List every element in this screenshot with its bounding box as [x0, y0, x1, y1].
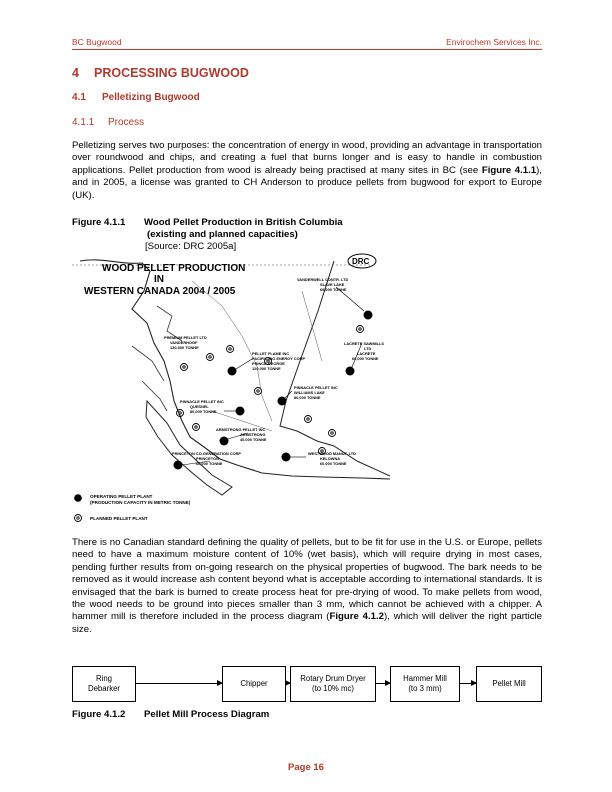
label-princeton-3: 60,000 TONNE — [196, 461, 223, 466]
label-pinnacle-q-1: PINNACLE PELLET INC — [180, 399, 224, 404]
label-premium-3: 130,000 TONNE — [170, 345, 199, 350]
flow-step-line: (to 3 mm) — [408, 684, 442, 693]
figure-subtitle: (existing and planned capacities) — [147, 229, 298, 240]
plant-operating — [236, 407, 245, 416]
label-lacrete-2: LTD — [364, 346, 372, 351]
plant-operating — [174, 461, 183, 470]
flow-step-line: Debarker — [87, 684, 121, 693]
planned-plants — [177, 326, 364, 455]
section-heading — [72, 66, 249, 80]
flow-step-chipper — [222, 666, 286, 702]
process-flow-diagram — [72, 664, 542, 704]
flow-step-line: Hammer Mill — [403, 673, 447, 683]
label-premium-1: PREMIUM PELLET LTD — [164, 335, 207, 340]
header-left: BC Bugwood — [72, 37, 122, 47]
figure-reference: Figure 4.1.1 — [481, 164, 537, 176]
page-label: Page — [288, 762, 311, 773]
flow-step-line: Pellet Mill — [492, 678, 526, 688]
label-lacrete-1: LACRETE SAWMILLS — [344, 341, 384, 346]
legend-operating-symbol — [74, 494, 82, 502]
subsection-heading — [72, 92, 200, 103]
label-vanderwell-2: SLAVE LAKE — [320, 282, 345, 287]
label-armstrong-2: ARMSTRONG — [240, 432, 266, 437]
flow-arrow — [136, 683, 222, 684]
legend-planned: PLANNED PELLET PLANT — [90, 516, 148, 521]
flow-step-rotary-drum-dryer — [290, 666, 376, 702]
flow-step-line: Chipper — [240, 678, 268, 688]
plant-operating — [364, 311, 373, 320]
flow-step-line: Ring — [95, 673, 113, 683]
label-leaders — [182, 287, 364, 465]
label-armstrong-3: 40,000 TONNE — [240, 437, 267, 442]
label-pinnacle-q-2: QUESNEL — [190, 404, 209, 409]
label-pelletflame-2: PACIFIC BIO ENERGY CORP — [252, 356, 306, 361]
paragraph-text: There is no Canadian standard defining the quality of pellets, but to be fit for use in the U.S. or Europe, pellets need to have a maximum moisture content of 10% (wet basis), which will require drying in most cases, pending further results from on-going research on the physical properties of bugwood. The bark needs to be removed as it would increase ash content beyond what is acceptable according to international standards. It is envisaged that the bark is burned to create process heat for pre-drying of wood. To make pellets from wood, the wood needs to be ground into pieces smaller than 3 mm, which cannot be achieved with a chipper. A hammer mill is therefore included in the process diagram ( — [72, 537, 542, 623]
flow-arrow — [460, 683, 476, 684]
label-westwood-1: WESTWOOD MANUF. LTD — [308, 451, 356, 456]
label-pelletflame-3: PRINCE GEORGE — [252, 361, 285, 366]
drc-logo-text: DRC — [352, 257, 370, 266]
figure-source: [Source: DRC 2005a] — [145, 241, 237, 252]
map-title-3: WESTERN CANADA 2004 / 2005 — [84, 286, 236, 297]
label-westwood-2: KELOWNA — [320, 456, 341, 461]
figure-caption — [72, 709, 269, 720]
label-westwood-3: 60,000 TONNE — [320, 461, 347, 466]
paragraph-pelletizing — [72, 140, 542, 202]
label-lacrete-4: 60,000 TONNE — [352, 356, 379, 361]
map-title-1: WOOD PELLET PRODUCTION — [102, 263, 246, 274]
figure-title: Pellet Mill Process Diagram — [144, 709, 270, 720]
pellet-production-map — [72, 251, 392, 526]
flow-step-line: Rotary Drum Dryer — [300, 673, 366, 683]
legend-planned-symbol — [75, 515, 82, 522]
drc-logo — [348, 254, 376, 268]
flow-arrow — [376, 683, 390, 684]
label-pinnacle-w-2: WILLIAMS LAKE — [294, 390, 325, 395]
plant-operating — [282, 453, 291, 462]
subsubsection-number: 4.1.1 — [72, 117, 95, 128]
flow-step-line: (to 10% mc) — [311, 684, 354, 693]
provincial-border — [280, 261, 390, 476]
plant-operating — [346, 367, 355, 376]
flow-step-pellet-mill — [476, 666, 542, 702]
subsection-number: 4.1 — [72, 92, 86, 103]
label-princeton-1: PRINCETON CO-GENERATION CORP — [172, 451, 242, 456]
legend-operating-2: (PRODUCTION CAPACITY IN METRIC TONNE) — [90, 500, 191, 505]
label-princeton-2: PRINCETON — [196, 456, 219, 461]
section-title: PROCESSING BUGWOOD — [94, 66, 249, 80]
label-vanderwell-1: VANDERWELL CONTR. LTD — [297, 277, 349, 282]
label-pinnacle-w-3: 80,000 TONNE — [294, 395, 321, 400]
paragraph-standards — [72, 537, 542, 636]
page-header — [72, 36, 542, 50]
page-footer — [0, 762, 612, 773]
header-right: Envirochem Services Inc. — [446, 37, 542, 47]
figure-title: Wood Pellet Production in British Columbia — [144, 217, 343, 228]
coastline-islands — [146, 401, 232, 495]
label-pelletflame-1: PELLET FLAME INC — [252, 351, 290, 356]
figure-caption — [72, 217, 343, 228]
label-armstrong-1: ARMSTRONG PELLET INC — [216, 427, 266, 432]
figure-reference: Figure 4.1.2 — [329, 611, 384, 623]
label-pelletflame-4: 120,000 TONNE — [252, 366, 281, 371]
map-title-2: IN — [154, 274, 164, 285]
paragraph-text: ), and in 2005, a license was granted to CH Anderson to produce pellets from bugwood for export to Europe (UK). — [72, 164, 542, 201]
flow-step-ring-debarker — [72, 666, 136, 702]
paragraph-text: Pelletizing serves two purposes: the concentration of energy in wood, providing an advantage in transportation over roundwood and chips, and creating a fuel that burns longer and is easy to handle in combustion applications. Pellet production from wood is already being practised at many sites in BC (see — [72, 140, 542, 176]
subsection-title: Pelletizing Bugwood — [102, 92, 200, 103]
subsubsection-heading — [72, 117, 144, 128]
figure-number: Figure 4.1.1 — [72, 217, 126, 228]
figure-number: Figure 4.1.2 — [72, 709, 126, 720]
plant-operating — [228, 367, 237, 376]
coast-detail — [132, 306, 182, 411]
plant-operating — [220, 437, 229, 446]
label-vanderwell-3: 60,000 TONNE — [320, 287, 347, 292]
label-pinnacle-q-3: 80,000 TONNE — [190, 409, 217, 414]
label-premium-2: VANDERHOOF — [170, 340, 198, 345]
page-number: 16 — [313, 762, 324, 773]
section-number: 4 — [72, 66, 79, 80]
label-pinnacle-w-1: PINNACLE PELLET INC — [294, 385, 338, 390]
legend-operating-1: OPERATING PELLET PLANT — [90, 494, 153, 499]
label-lacrete-3: LACRETE — [357, 351, 376, 356]
flow-step-hammer-mill — [390, 666, 460, 702]
paragraph-text: ), which will deliver the right particle size. — [72, 611, 542, 635]
subsubsection-title: Process — [108, 117, 145, 128]
